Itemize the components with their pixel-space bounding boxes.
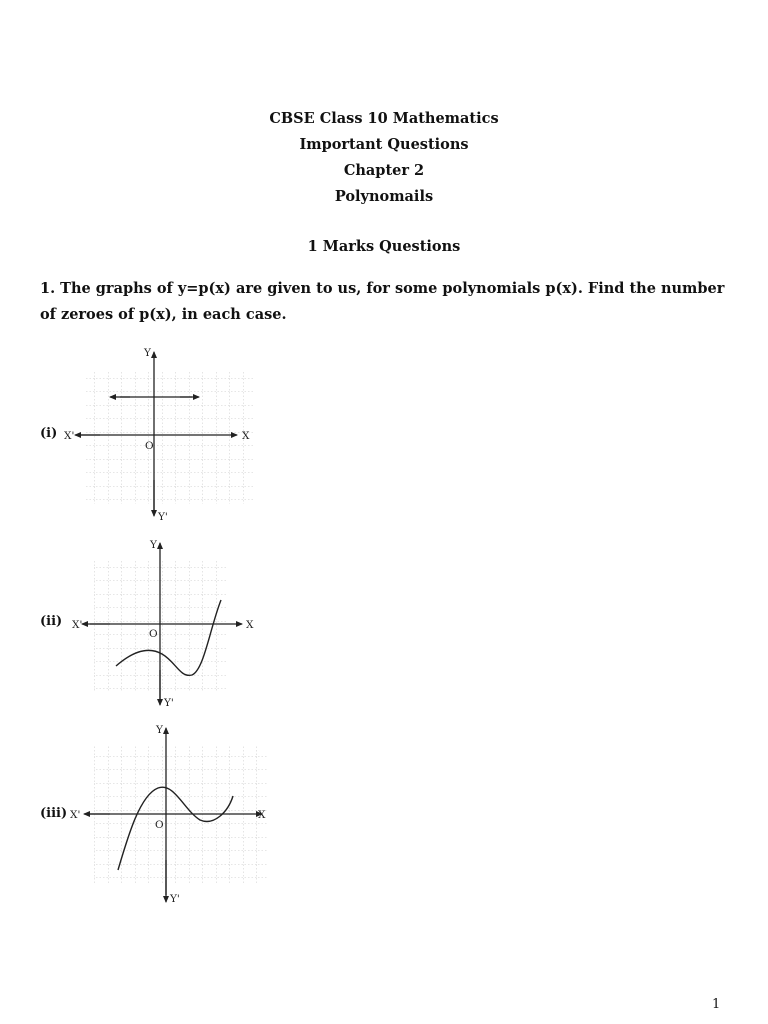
graph-iii-x-label: X [258,809,266,821]
graph-ii-y-neg-label: Y' [164,697,174,709]
graph-ii-x-label: X [246,619,254,631]
graph-iii-x-neg-label: X' [70,809,81,821]
header-title: CBSE Class 10 Mathematics [269,110,499,127]
graph-ii-y-label: Y [150,539,157,551]
graph-label-ii: (ii) [40,614,63,629]
graph-label-iii: (iii) [40,806,68,821]
graph-iii-origin-label: O [155,819,164,831]
graph-i-grid [86,370,254,504]
graph-i-x-neg-label: X' [64,430,75,442]
header-topic: Polynomails [334,188,434,205]
graph-i-y-label: Y [144,347,151,359]
graph-ii-origin-label: O [149,628,158,640]
graph-iii-y-label: Y [156,724,163,736]
page-number: 1 [712,997,721,1012]
graph-ii-x-neg-label: X' [72,619,83,631]
graph-iii-y-neg-label: Y' [170,893,180,905]
graph-i-origin-label: O [145,440,154,452]
header-chapter: Chapter 2 [343,162,425,179]
graph-ii [72,539,254,709]
graph-i-y-neg-label: Y' [158,511,168,523]
graph-label-i: (i) [40,426,58,441]
graph-i-x-label: X [242,430,250,442]
section-title: 1 Marks Questions [307,238,461,255]
graph-iii [70,724,268,905]
graph-ii-grid [94,560,228,692]
header-subtitle: Important Questions [299,136,469,153]
graph-i [64,347,254,523]
question-text: 1. The graphs of y=p(x) are given to us, for some polynomials p(x). Find the number of zeroes of p(x), in each case. [40,280,725,323]
